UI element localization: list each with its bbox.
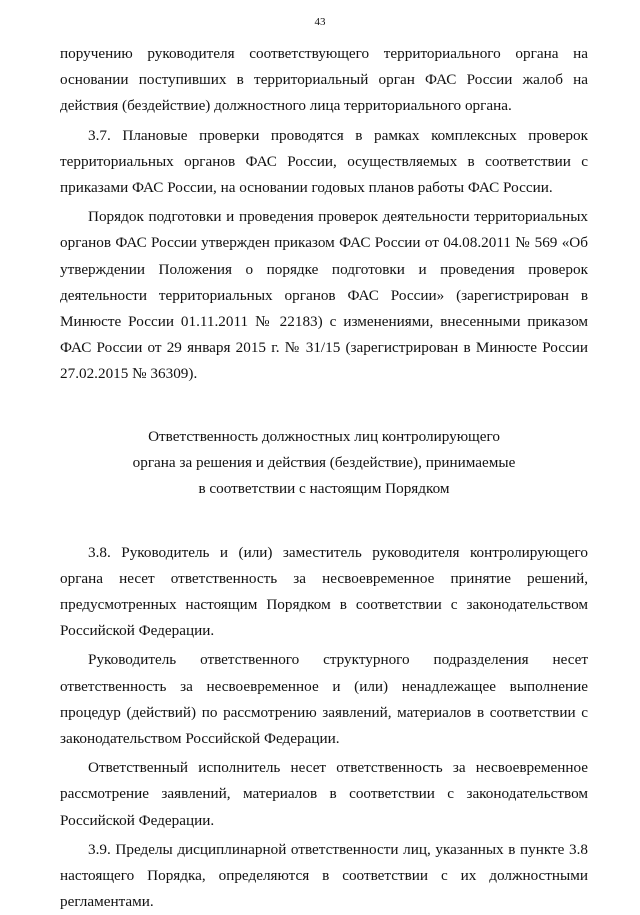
heading-line-2: органа за решения и действия (бездействие), принимаемые: [132, 453, 516, 471]
paragraph-continuation: поручению руководителя соответствующего территориального органа на основании поступивших в территориальный орган ФАС России жалоб на действия (бездействие) должностного лица территориального органа.: [60, 45, 588, 115]
paragraph-procedure-order: Порядок подготовки и проведения проверок деятельности территориальных органов ФАС России утвержден приказом ФАС России от 04.08.2011 № 569 «Об утверждении Положения о порядке подготовки и проведения проверок деятельности территориальных органов ФАС России» (зарегистрирован в Минюсте России 01.11.2011 № 22183) с изменениями, внесенными приказом ФАС России от 29 января 2015 г. № 31/15 (зарегистрирован в Минюсте России 27.02.2015 № 36309).: [60, 208, 588, 383]
page-number: 43: [314, 16, 326, 28]
paragraph-3-9: 3.9. Пределы дисциплинарной ответственности лиц, указанных в пункте 3.8 настоящего Порядка, определяются в соответствии с их должностными регламентами.: [60, 840, 588, 911]
paragraph-3-7: 3.7. Плановые проверки проводятся в рамках комплексных проверок территориальных органов ФАС России, осуществляемых в соответствии с приказами ФАС России, на основании годовых планов работы ФАС России.: [60, 126, 588, 197]
section-heading: [60, 424, 588, 502]
heading-line-3: в соответствии с настоящим Порядком: [198, 479, 450, 497]
paragraph-responsible-executor: Ответственный исполнитель несет ответственность за несвоевременное рассмотрение заявлений, материалов в соответствии с законодательством Российской Федерации.: [60, 759, 588, 829]
document-body: [60, 41, 588, 915]
paragraph-department-head: Руководитель ответственного структурного подразделения несет ответственность за несвоевременное и (или) ненадлежащее выполнение процедур (действий) по рассмотрению заявлений, материалов в соответствии с законодательством Российской Федерации.: [60, 651, 588, 748]
paragraph-3-8: 3.8. Руководитель и (или) заместитель руководителя контролирующего органа несет ответственность за несвоевременное принятие решений, предусмотренных настоящим Порядком в соответствии с законодательством Российской Федерации.: [60, 543, 588, 640]
heading-line-1: Ответственность должностных лиц контролирующего: [148, 427, 500, 445]
